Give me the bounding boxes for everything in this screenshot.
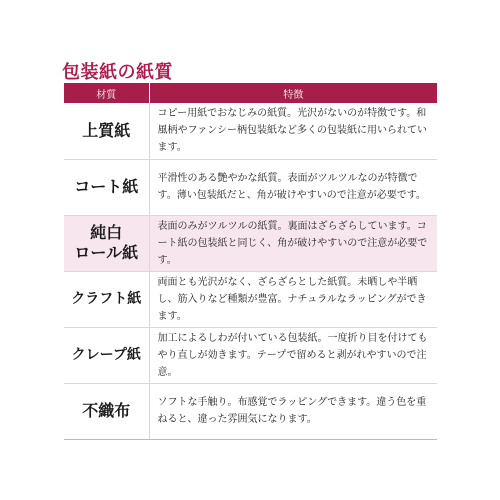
table-row (64, 159, 437, 215)
material-cell (64, 327, 149, 383)
table-body (64, 103, 437, 439)
header-row (64, 83, 437, 103)
table-row (64, 271, 437, 327)
table-row (64, 103, 437, 159)
paper-type-table (64, 83, 437, 440)
table-row (64, 327, 437, 383)
material-name-line-2: ロール紙 (74, 243, 139, 262)
table-row (64, 383, 437, 439)
feature-cell: コピー用紙でおなじみの紙質。光沢がないのが特徴です。和風柄やファンシー柄包装紙など多くの包装紙に用いられています。 (149, 103, 437, 159)
header-feature: 特徴 (149, 83, 437, 103)
page-title: 包装紙の紙質 (62, 62, 173, 83)
material-name: クレープ紙 (71, 347, 141, 363)
table-row-highlighted (64, 215, 437, 271)
material-cell (64, 215, 149, 271)
material-cell (64, 271, 149, 327)
feature-cell: 平滑性のある艶やかな紙質。表面がツルツルなのが特徴です。薄い包装紙だと、角が破けやすいので注意が必要です。 (149, 159, 437, 215)
table-header (64, 83, 437, 103)
material-name: 不織布 (82, 401, 131, 420)
material-name: コート紙 (74, 177, 139, 196)
material-name: クラフト紙 (71, 291, 142, 307)
material-cell (64, 103, 149, 159)
feature-cell: ソフトな手触り。布感覚でラッピングできます。違う色を重ねると、違った雰囲気になります。 (149, 383, 437, 439)
material-name: 上質紙 (82, 120, 131, 140)
material-name-line-1: 純白 (90, 223, 123, 242)
material-cell (64, 159, 149, 215)
material-cell (64, 383, 149, 439)
header-material: 材質 (64, 83, 149, 103)
feature-cell: 表面のみがツルツルの紙質。裏面はざらざらしています。コート紙の包装紙と同じく、角が破けやすいので注意が必要です。 (149, 215, 437, 271)
feature-cell: 加工によるしわが付いている包装紙。一度折り目を付けてもやり直しが効きます。テープで留めると剥がれやすいので注意。 (149, 327, 437, 383)
feature-cell: 両面とも光沢がなく、ざらざらとした紙質。未晒しや半晒し、筋入りなど種類が豊富。ナチュラルなラッピングができます。 (149, 271, 437, 327)
